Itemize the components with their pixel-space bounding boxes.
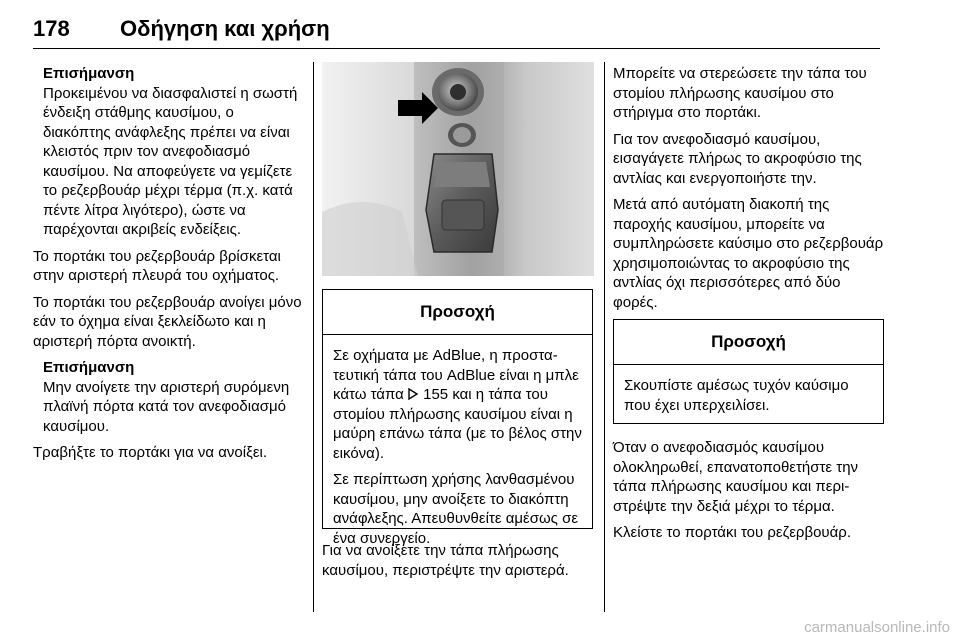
column-divider-left xyxy=(313,62,314,612)
caution-heading: Προσοχή xyxy=(614,320,883,365)
header-rule xyxy=(33,48,880,49)
caution-box-adblue xyxy=(322,289,593,547)
paragraph: Κλείστε το πορτάκι του ρεζερβουάρ. xyxy=(613,524,851,541)
caution-text-part: 155 και η τάπα του στομίου πλήρωσης καυσίμου είναι η μαύρη επάνω τάπα (με το βέλος στην εικόνα). xyxy=(333,386,582,462)
column-divider-right xyxy=(604,62,605,612)
caution-paragraph xyxy=(333,346,582,463)
paragraph: Μετά από αυτόματη διακοπή της παροχής καυσίμου, μπορείτε να συμπληρώσετε καύσιμο στο ρεζερβουάρ χρησιμοποιώντας το ακροφύσιο της αντλίας όχι περισσότερες από δύο φορές. xyxy=(613,196,884,311)
note-heading: Επισήμανση xyxy=(43,359,135,376)
caution-text-part: Σε οχήματα με AdBlue, η προστατευτική τάπα του AdBlue είναι η μπλε κάτω τάπα xyxy=(333,347,579,403)
caution-heading: Προσοχή xyxy=(323,290,592,335)
paragraph: Όταν ο ανεφοδιασμός καυσίμου ολοκληρωθεί, επανατοποθετήστε την τάπα πλήρωσης καυσίμου και περιστρέψτε την δεξιά μέχρι το τέρμα. xyxy=(613,439,859,515)
note-fuel-level xyxy=(33,64,305,240)
column-2-text xyxy=(322,541,594,587)
caution-paragraph: Σε περίπτωση χρήσης λανθασμένου καυσίμου, μην ανοίξετε το διακόπτη ανάφλεξης. Απευθυνθείτε αμέσως σε ένα συνεργείο. xyxy=(333,471,579,547)
note-sliding-door xyxy=(33,358,305,436)
caution-body xyxy=(323,335,592,561)
fuel-filler-photo xyxy=(322,62,594,276)
watermark: carmanualsonline.info xyxy=(804,619,950,636)
paragraph: Το πορτάκι του ρεζερβουάρ ανοίγει μόνο εάν το όχημα είναι ξεκλείδωτο και η αριστερή πόρτα ανοικτή. xyxy=(33,293,302,350)
fuel-filler-illustration xyxy=(322,62,594,276)
paragraph: Μπορείτε να στερεώσετε την τάπα του στομίου πλήρωσης καυσίμου στο στήριγμα στο πορτάκι. xyxy=(613,65,867,121)
page-reference-arrow-icon xyxy=(408,388,419,400)
column-1 xyxy=(33,64,305,470)
caution-body xyxy=(614,365,883,423)
paragraph: Το πορτάκι του ρεζερβουάρ βρίσκεται στην αριστερή πλευρά του οχήματος. xyxy=(33,247,281,284)
page-number: 178 xyxy=(33,16,70,41)
chapter-title: Οδήγηση και χρήση xyxy=(120,16,330,41)
caution-text: Σκουπίστε αμέσως τυχόν καύσιμο που έχει υπερχειλίσει. xyxy=(624,377,849,414)
note-text: Μην ανοίγετε την αριστερή συρόμενη πλαϊνή πόρτα κατά τον ανεφοδιασμό καυσίμου. xyxy=(43,378,290,435)
paragraph: Για να ανοίξετε την τάπα πλήρωσης καυσίμου, περιστρέψτε την αριστερά. xyxy=(322,542,569,579)
caution-box-spill xyxy=(613,319,884,424)
column-3 xyxy=(613,64,885,550)
note-text: Προκειμένου να διασφαλιστεί η σωστή ένδειξη στάθμης καυσίμου, ο διακόπτης ανάφλεξης πρέπει να είναι κλειστός πριν τον ανεφοδιασμό καυσίμου. Να αποφεύγετε να γεμίζετε το ρεζερβουάρ μέχρι τέρμα (π.χ. κατά πέντε λίτρα λιγότερο), ώστε να παρέχονται ακριβείς ενδείξεις. xyxy=(43,84,298,238)
note-heading: Επισήμανση xyxy=(43,65,135,82)
paragraph: Τραβήξτε το πορτάκι για να ανοίξει. xyxy=(33,444,268,461)
paragraph: Για τον ανεφοδιασμό καυσίμου, εισαγάγετε πλήρως το ακροφύσιο της αντλίας και ενεργοποιήστε την. xyxy=(613,130,862,187)
